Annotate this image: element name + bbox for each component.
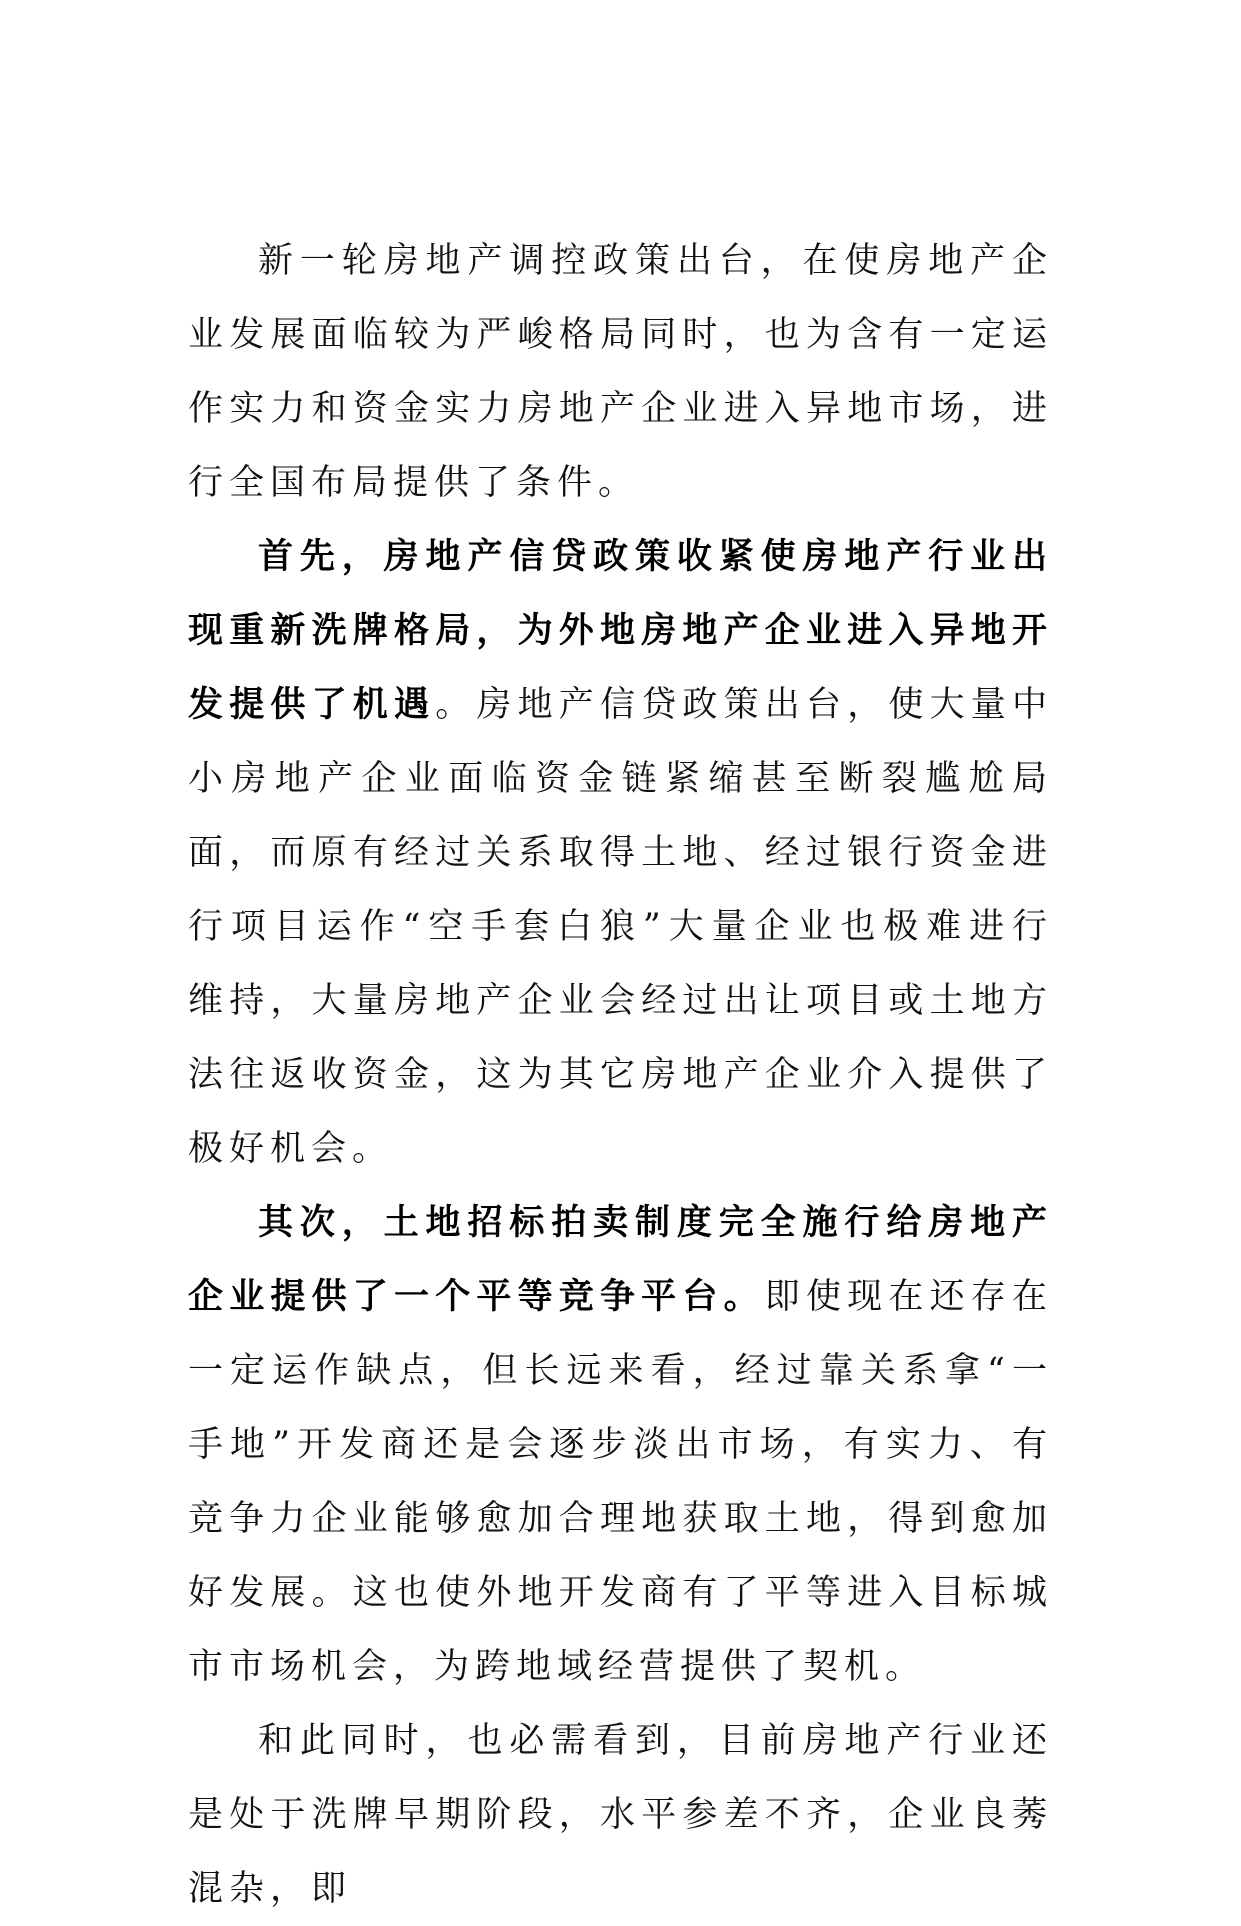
paragraph-2-text: 。房地产信贷政策出台，使大量中小房地产企业面临资金链紧缩甚至断裂尴尬局面，而原有经过关系取得土地、经过银行资金进行项目运作“空手套白狼”大量企业也极难进行维持，大量房地产企业会经过出让项目或土地方法往返收资金，这为其它房地产企业介入提供了极好机会。 bbox=[188, 685, 1053, 1169]
paragraph-1-text: 新一轮房地产调控政策出台，在使房地产企业发展面临较为严峻格局同时，也为含有一定运作实力和资金实力房地产企业进入异地市场，进行全国布局提供了条件。 bbox=[188, 241, 1053, 503]
paragraph-3 bbox=[188, 1186, 1053, 1704]
document-body bbox=[188, 224, 1053, 1926]
paragraph-2 bbox=[188, 520, 1053, 1186]
paragraph-1 bbox=[188, 224, 1053, 520]
paragraph-3-text: 即使现在还存在一定运作缺点，但长远来看，经过靠关系拿“一手地”开发商还是会逐步淡出市场，有实力、有竞争力企业能够愈加合理地获取土地，得到愈加好发展。这也使外地开发商有了平等进入目标城市市场机会，为跨地域经营提供了契机。 bbox=[188, 1277, 1053, 1687]
paragraph-3-lead: 其次，土地招标拍卖制度完全施行给房地产企业提供了一个平等竞争平台。 bbox=[188, 1202, 1053, 1317]
paragraph-4-text: 和此同时，也必需看到，目前房地产行业还是处于洗牌早期阶段，水平参差不齐，企业良莠混杂，即 bbox=[188, 1721, 1053, 1909]
paragraph-2-lead: 首先，房地产信贷政策收紧使房地产行业出现重新洗牌格局，为外地房地产企业进入异地开发提供了机遇 bbox=[188, 536, 1053, 725]
paragraph-4 bbox=[188, 1704, 1053, 1926]
